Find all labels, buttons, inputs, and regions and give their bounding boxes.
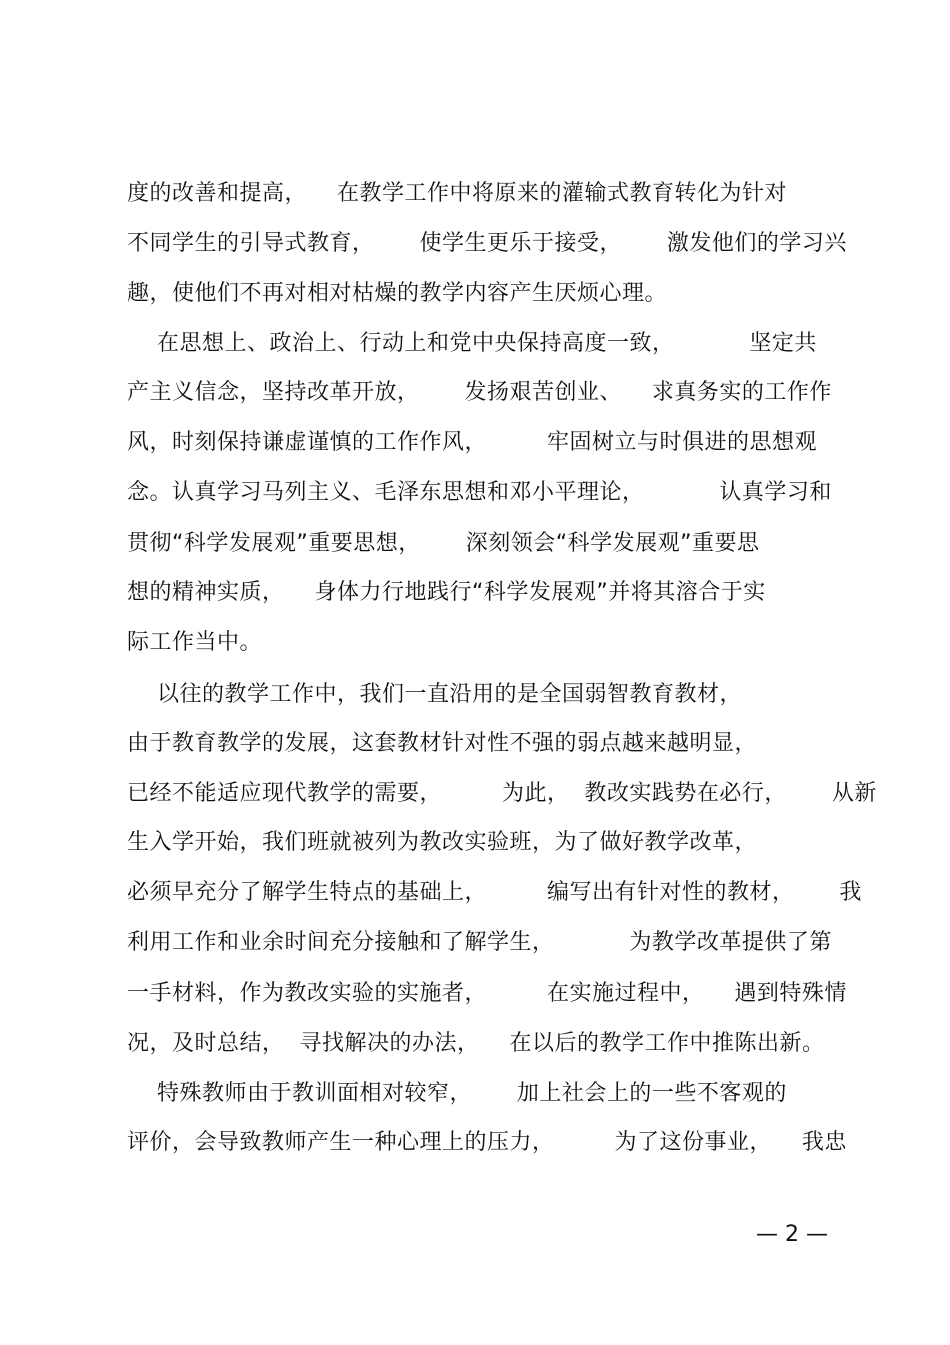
text-line: 想的精神实质， 身体力行地践行“科学发展观”并将其溶合于实 [127, 580, 766, 605]
text-line: 况，及时总结， 寻找解决的办法， 在以后的教学工作中推陈出新。 [127, 1031, 825, 1056]
text-line: 际工作当中。 [127, 630, 263, 655]
text-line: 必须早充分了解学生特点的基础上， 编写出有针对性的教材， 我 [127, 880, 862, 905]
text-line: 风，时刻保持谦虚谨慎的工作作风， 牢固树立与时俱进的思想观 [127, 430, 817, 455]
page-number: — 2 — [756, 1222, 828, 1247]
text-line: 趣，使他们不再对相对枯燥的教学内容产生厌烦心理。 [127, 281, 668, 306]
text-line: 由于教育教学的发展，这套教材针对性不强的弱点越来越明显， [127, 731, 758, 756]
text-line: 在思想上、政治上、行动上和党中央保持高度一致， 坚定共 [127, 331, 817, 356]
text-line: 产主义信念，坚持改革开放， 发扬艰苦创业、 求真务实的工作作 [127, 380, 832, 405]
text-line: 利用工作和业余时间充分接触和了解学生， 为教学改革提供了第 [127, 930, 832, 955]
text-line: 念。认真学习马列主义、毛泽东思想和邓小平理论， 认真学习和 [127, 480, 832, 505]
text-line: 不同学生的引导式教育， 使学生更乐于接受， 激发他们的学习兴 [127, 231, 847, 256]
text-line: 度的改善和提高， 在教学工作中将原来的灌输式教育转化为针对 [127, 181, 787, 206]
text-line: 以往的教学工作中，我们一直沿用的是全国弱智教育教材， [127, 682, 742, 707]
text-line: 评价，会导致教师产生一种心理上的压力， 为了这份事业， 我忠 [127, 1130, 847, 1155]
text-line: 已经不能适应现代教学的需要， 为此， 教改实践势在必行， 从新 [127, 781, 877, 806]
text-line: 贯彻“科学发展观”重要思想， 深刻领会“科学发展观”重要思 [127, 531, 760, 556]
text-line: 生入学开始，我们班就被列为教改实验班，为了做好教学改革， [127, 830, 758, 855]
text-line: 一手材料，作为教改实验的实施者， 在实施过程中， 遇到特殊情 [127, 981, 847, 1006]
text-line: 特殊教师由于教训面相对较窄， 加上社会上的一些不客观的 [127, 1081, 787, 1106]
